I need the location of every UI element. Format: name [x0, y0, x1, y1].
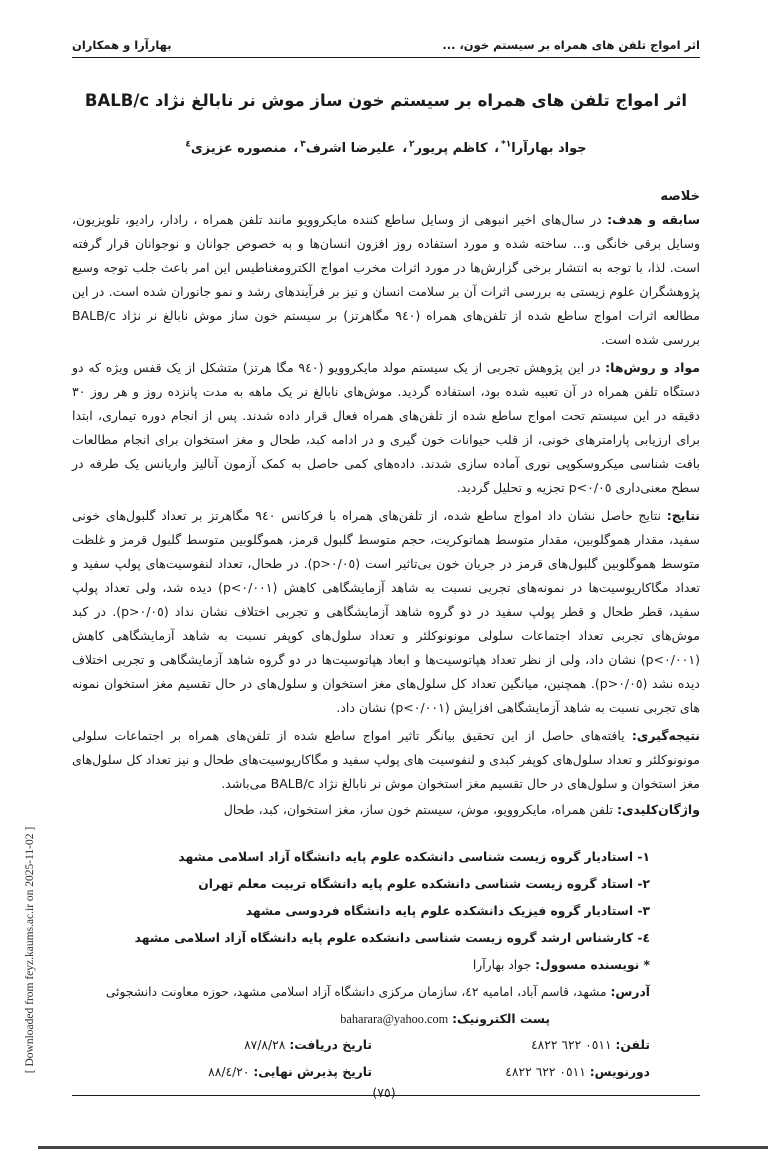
author-4-name: منصوره عزیزی — [190, 141, 287, 157]
address-line — [72, 979, 700, 1006]
fax-accepted-row — [72, 1059, 700, 1086]
corresponding-author-label: * نویسنده مسوول: — [535, 958, 650, 973]
affiliation-2: ٢- استاد گروه زیست شناسی دانشکده علوم پایه دانشگاه تربیت معلم تهران — [198, 877, 650, 892]
scan-edge-bar — [38, 1146, 768, 1149]
results-text: دیده شد، ولی تعداد پولپ سفید، قطر طحال و قطر پولپ سفید در دو گروه شاهد آزمایشگاهی و تجربی اختلاف نشان نداد — [72, 580, 700, 620]
p-value: (p>٠/٠٥) — [594, 676, 648, 692]
keywords-label: واژگان‌کلیدی: — [616, 802, 700, 818]
p-value: (p<٠/٠٠١) — [390, 700, 450, 716]
results-text: . در طحال، تعداد لنفوسیت‌های پولپ سفید و تعداد مگاکاریوسیت‌ها در نمونه‌های تجربی نسبت به شاهد آزمایشگاهی کاهش — [72, 556, 700, 596]
conclusion-label: نتیجه‌گیری: — [631, 728, 700, 744]
header-rule — [72, 57, 700, 58]
affiliation-3: ٣- استادیار گروه فیزیک دانشکده علوم پایه دانشگاه فردوسی مشهد — [245, 904, 650, 919]
running-header-article-title: اثر امواج تلفن های همراه بر سیستم خون، ... — [442, 38, 700, 52]
conclusion-text: یافته‌های حاصل از این تحقیق بیانگر تاثیر امواج ساطع شده از تلفن‌های همراه بر اجتماعات سلولی مونونوکلئر و تعداد سلول‌های کوپفر کبدی و لنفوسیت های پولپ سفید و مگاکاریوسیت‌های طحال و نیز تعداد کل سلول‌های مغز استخوان و سلول‌های در حال تقسیم مغز استخوان موش نر نابالغ نژاد BALB/c می‌باشد. — [72, 728, 700, 792]
author-separator: ، — [494, 141, 500, 157]
p-value: (p>٠/٠٥) — [307, 556, 361, 572]
background-label: سابقه و هدف: — [607, 212, 700, 228]
keywords-line — [72, 798, 700, 822]
author-1 — [501, 141, 587, 156]
email-address: baharara@yahoo.com — [340, 1012, 449, 1027]
phone-received-row — [72, 1032, 700, 1059]
fax-number: ٠٥١١ ٦٢٢ ٤٨٢٢ — [505, 1065, 586, 1080]
article-title: اثر امواج تلفن های همراه بر سیستم خون ساز موش نر نابالغ نژاد BALB/c — [84, 91, 688, 110]
p-value: p<٠/٠٥ — [568, 480, 612, 496]
p-value: (p<٠/٠٠١) — [640, 652, 700, 668]
p-value: (p>٠/٠٥) — [116, 604, 169, 620]
corresponding-author-name: جواد بهارآرا — [472, 958, 536, 973]
results-text: . در کبد موش‌های تجربی تعداد اجتماعات سلولی مونونوکلئر و تعداد سلول‌های کوپفر نسبت به شاهد آزمایشگاهی کاهش — [72, 604, 700, 644]
results-paragraph — [72, 504, 700, 720]
accepted-date: ٨٨/٤/٢٠ — [208, 1065, 250, 1080]
author-4-superscript: ٤ — [185, 140, 191, 150]
methods-label: مواد و روش‌ها: — [605, 360, 700, 376]
email-line — [72, 1006, 700, 1032]
received-date: ٨٧/٨/٢٨ — [244, 1038, 286, 1053]
address-text: مشهد، قاسم آباد، امامیه ٤٢، سازمان مرکزی دانشگاه آزاد اسلامی مشهد، حوزه معاونت دانشجوئی — [105, 985, 611, 1000]
methods-paragraph — [72, 356, 700, 500]
accepted-date-cell — [72, 1059, 372, 1086]
received-date-label: تاریخ دریافت: — [289, 1038, 372, 1053]
author-1-name: جواد بهارآرا — [511, 141, 587, 157]
phone-number: ٠٥١١ ٦٢٢ ٤٨٢٢ — [531, 1038, 612, 1053]
conclusion-paragraph — [72, 724, 700, 796]
methods-text: در این پژوهش تجربی از یک سیستم مولد مایکروویو (٩٤٠ مگا هرتز) متشکل از یک قفس ویژه که دو دستگاه تلفن همراه در آن تعبیه شده بود، استفاده گردید. موش‌های نابالغ نر یک ماهه به مدت پانزده روز و هر روز ٣٠ دقیقه در این سیستم تحت امواج ساطع شده از تلفن‌های همراه فعال قرار داده شدند. پس از انجام دوره تیماری، ابتدا برای ارزیابی پارامترهای خونی، از قلب حیوانات خون گیری و در ادامه کبد، طحال و مغز استخوان برای انجام مطالعات بافت شناسی میکروسکوپی نوری آماده سازی شدند. داده‌های کمی حاصل به کمک آزمون آنالیز واریانس یک طرفه در سطح معنی‌داری — [72, 360, 700, 496]
background-paragraph — [72, 208, 700, 352]
authors-line — [72, 140, 700, 156]
fax-cell — [505, 1059, 650, 1086]
author-2-name: کاظم پریور — [414, 141, 488, 157]
author-separator: ، — [293, 141, 299, 157]
received-date-cell — [72, 1032, 372, 1059]
fax-label: دورنویس: — [589, 1065, 650, 1080]
author-3-superscript: ٣ — [300, 140, 306, 150]
affiliation-1: ١- استادیار گروه زیست شناسی دانشکده علوم پایه دانشگاه آزاد اسلامی مشهد — [178, 850, 650, 865]
keywords-text: تلفن همراه، مایکروویو، موش، سیستم خون ساز، مغز استخوان، کبد، طحال — [223, 802, 617, 818]
author-2 — [409, 141, 487, 156]
email-label: پست الکترونیک: — [452, 1012, 550, 1027]
p-value: (p<٠/٠٠١) — [218, 580, 278, 596]
author-3-name: علیرضا اشرف — [305, 141, 396, 157]
phone-label: تلفن: — [615, 1038, 650, 1053]
results-text: نشان داد، ولی از نظر تعداد هپاتوسیت‌ها و ابعاد هپاتوسیت‌ها در دو گروه شاهد آزمایشگاهی و تجربی اختلاف دیده نشد — [72, 652, 700, 692]
download-watermark: [ Downloaded from feyz.kaums.ac.ir on 2025-11-02 ] — [24, 826, 36, 1074]
results-text: . همچنین، میانگین تعداد کل سلول‌های مغز استخوان و سلول‌های در حال تقسیم مغز استخوان نمونه های تجربی نسبت به شاهد آزمایشگاهی افزایش — [72, 676, 700, 716]
running-header-author: بهارآرا و همکاران — [72, 38, 172, 52]
results-text: نتایج حاصل نشان داد امواج ساطع شده، از تلفن‌های همراه با فرکانس ٩٤٠ مگاهرتز بر تعداد گلبول‌های خونی سفید، مقدار هموگلوبین، مقدار متوسط هماتوکریت، حجم متوسط گلبول قرمز، هموگلوبین متوسط گلبول قرمز و غلظت متوسط هموگلوبین گلبول‌های قرمز در جریان خون بی‌تاثیر است — [72, 508, 700, 572]
accepted-date-label: تاریخ پذیرش نهایی: — [253, 1065, 372, 1080]
author-4 — [185, 141, 286, 156]
results-text: نشان داد. — [336, 700, 391, 716]
affiliations-block — [72, 844, 700, 1096]
methods-text: تجزیه و تحلیل گردید. — [456, 480, 569, 496]
author-3 — [300, 141, 395, 156]
author-2-superscript: ٢ — [409, 140, 415, 150]
author-1-superscript: *١ — [501, 140, 512, 150]
affiliation-4: ٤- کارشناس ارشد گروه زیست شناسی دانشکده علوم پایه دانشگاه آزاد اسلامی مشهد — [134, 931, 650, 946]
running-header — [72, 38, 700, 52]
background-text: در سال‌های اخیر انبوهی از وسایل ساطع کننده مایکروویو مانند تلفن همراه ، رادار، رادیو، تلویزیون، وسایل برقی خانگی و... ساخته شده و مورد استفاده روز افزون انسان‌ها و به خصوص جوانان و نوجوانان قرار گرفته است. لذا، با توجه به انتشار برخی گزارش‌ها در مورد اثرات مخرب امواج الکترومغناطیس این امر باعث جلب توجه وسیع پژوهشگران علوم زیستی به بررسی اثرات آن بر سلامت انسان و نیز بر فرآیندهای رشد و نمو جانوران شده است. در این مطالعه اثرات امواج ساطع شده از تلفن‌های همراه (٩٤٠ مگاهرتز) بر سیستم خون ساز موش نابالغ نر نژاد BALB/c بررسی شده است. — [72, 212, 701, 348]
address-label: آدرس: — [610, 985, 650, 1000]
results-label: نتایج: — [666, 508, 700, 524]
corresponding-author-line — [72, 952, 700, 979]
phone-cell — [531, 1032, 650, 1059]
page-number: (٧٥) — [372, 1085, 396, 1100]
author-separator: ، — [402, 141, 408, 157]
abstract-heading: خلاصه — [660, 189, 700, 205]
